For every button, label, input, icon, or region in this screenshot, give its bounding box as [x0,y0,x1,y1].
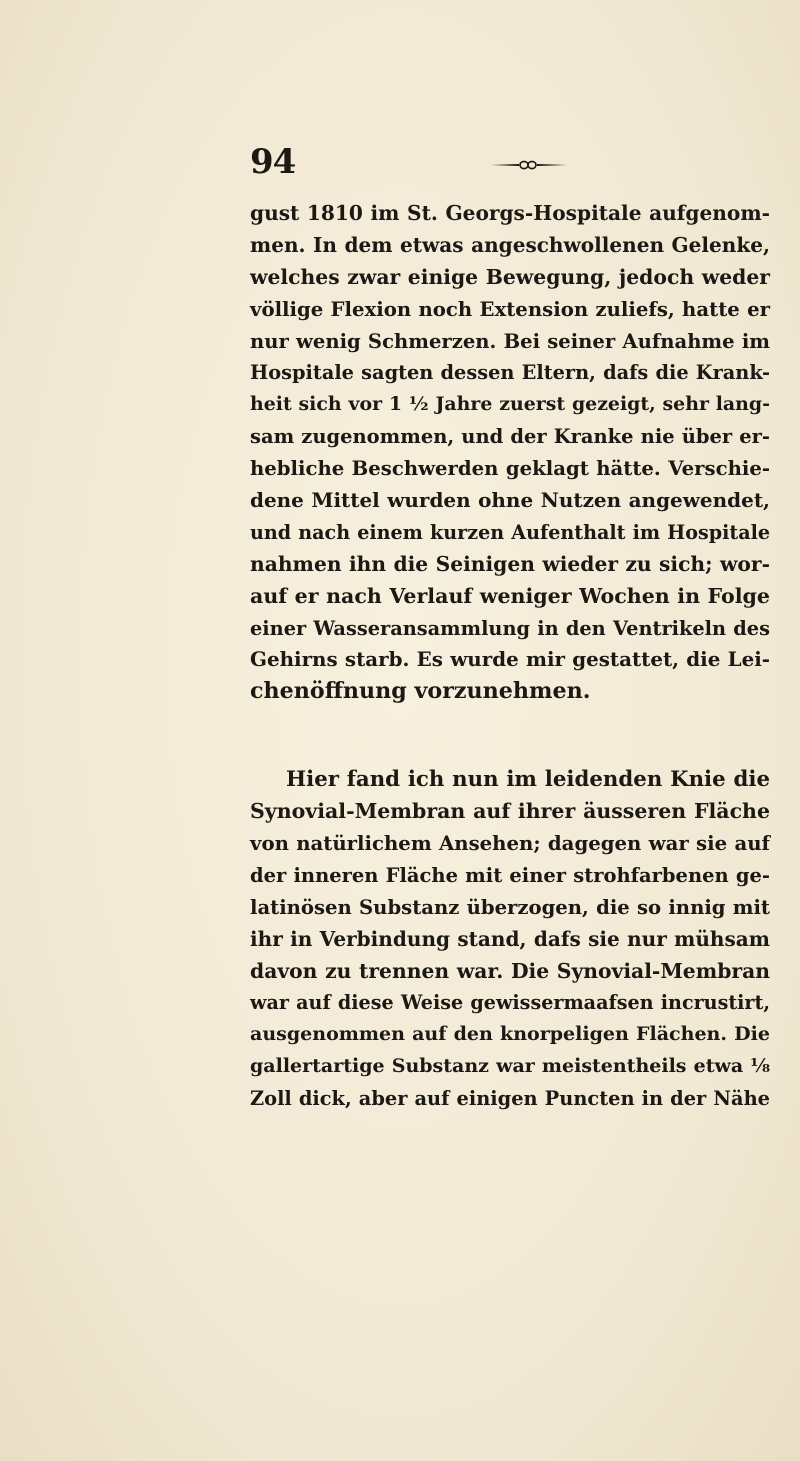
page-header [250,142,770,192]
text-line: sam zugenommen, und der Kranke nie über er- [250,425,770,449]
text-line: auf er nach Verlauf weniger Wochen in Folge [250,583,770,608]
text-line: Synovial-Membran auf ihrer äusseren Fläche [250,799,770,824]
paragraph [250,764,770,1115]
text-line: heit sich vor 1 ½ Jahre zuerst gezeigt, sehr lang- [250,393,770,416]
paragraph [250,198,770,708]
text-line: hebliche Beschwerden geklagt hätte. Verschie- [250,457,770,481]
text-line: und nach einem kurzen Aufenthalt im Hospitale [250,520,770,544]
page-number: 94 [250,142,296,182]
text-line: latinösen Substanz überzogen, die so innig mit [250,895,770,919]
text-line: welches zwar einige Bewegung, jedoch weder [250,264,770,289]
text-line: chenöffnung vorzunehmen. [250,678,591,705]
text-line: dene Mittel wurden ohne Nutzen angewendet, [250,488,770,513]
body-text [250,198,770,1115]
text-line: men. In dem etwas angeschwollenen Gelenke, [250,232,770,257]
text-line: von natürlichem Ansehen; dagegen war sie auf [250,832,770,856]
text-line: ihr in Verbindung stand, dafs sie nur mühsam [250,926,770,951]
text-line: gallertartige Substanz war meistentheils etwa ⅛ [250,1055,770,1078]
text-line: völlige Flexion noch Extension zuliefs, hatte er [250,297,770,321]
text-line: Zoll dick, aber auf einigen Puncten in der Nähe [250,1087,770,1111]
text-line: Hospitale sagten dessen Eltern, dafs die Krank- [250,361,770,385]
text-line: davon zu trennen war. Die Synovial-Membran [250,958,770,983]
ornament-icon [489,160,569,170]
text-line: Hier fand ich nun im leidenden Knie die [286,767,770,793]
paragraph-gap [250,708,770,764]
text-line: war auf diese Weise gewissermaafsen incrustirt, [250,991,770,1015]
text-line: gust 1810 im St. Georgs-Hospitale aufgenom- [250,201,770,225]
text-line: nahmen ihn die Seinigen wieder zu sich; wor- [250,551,770,576]
text-line: nur wenig Schmerzen. Bei seiner Aufnahme im [250,329,770,353]
text-line: Gehirns starb. Es wurde mir gestattet, die Lei- [250,647,770,672]
text-line: der inneren Fläche mit einer strohfarbenen ge- [250,863,770,887]
text-line: ausgenommen auf den knorpeligen Flächen. Die [250,1023,770,1046]
text-line: einer Wasseransammlung in den Ventrikeln des [250,616,770,640]
